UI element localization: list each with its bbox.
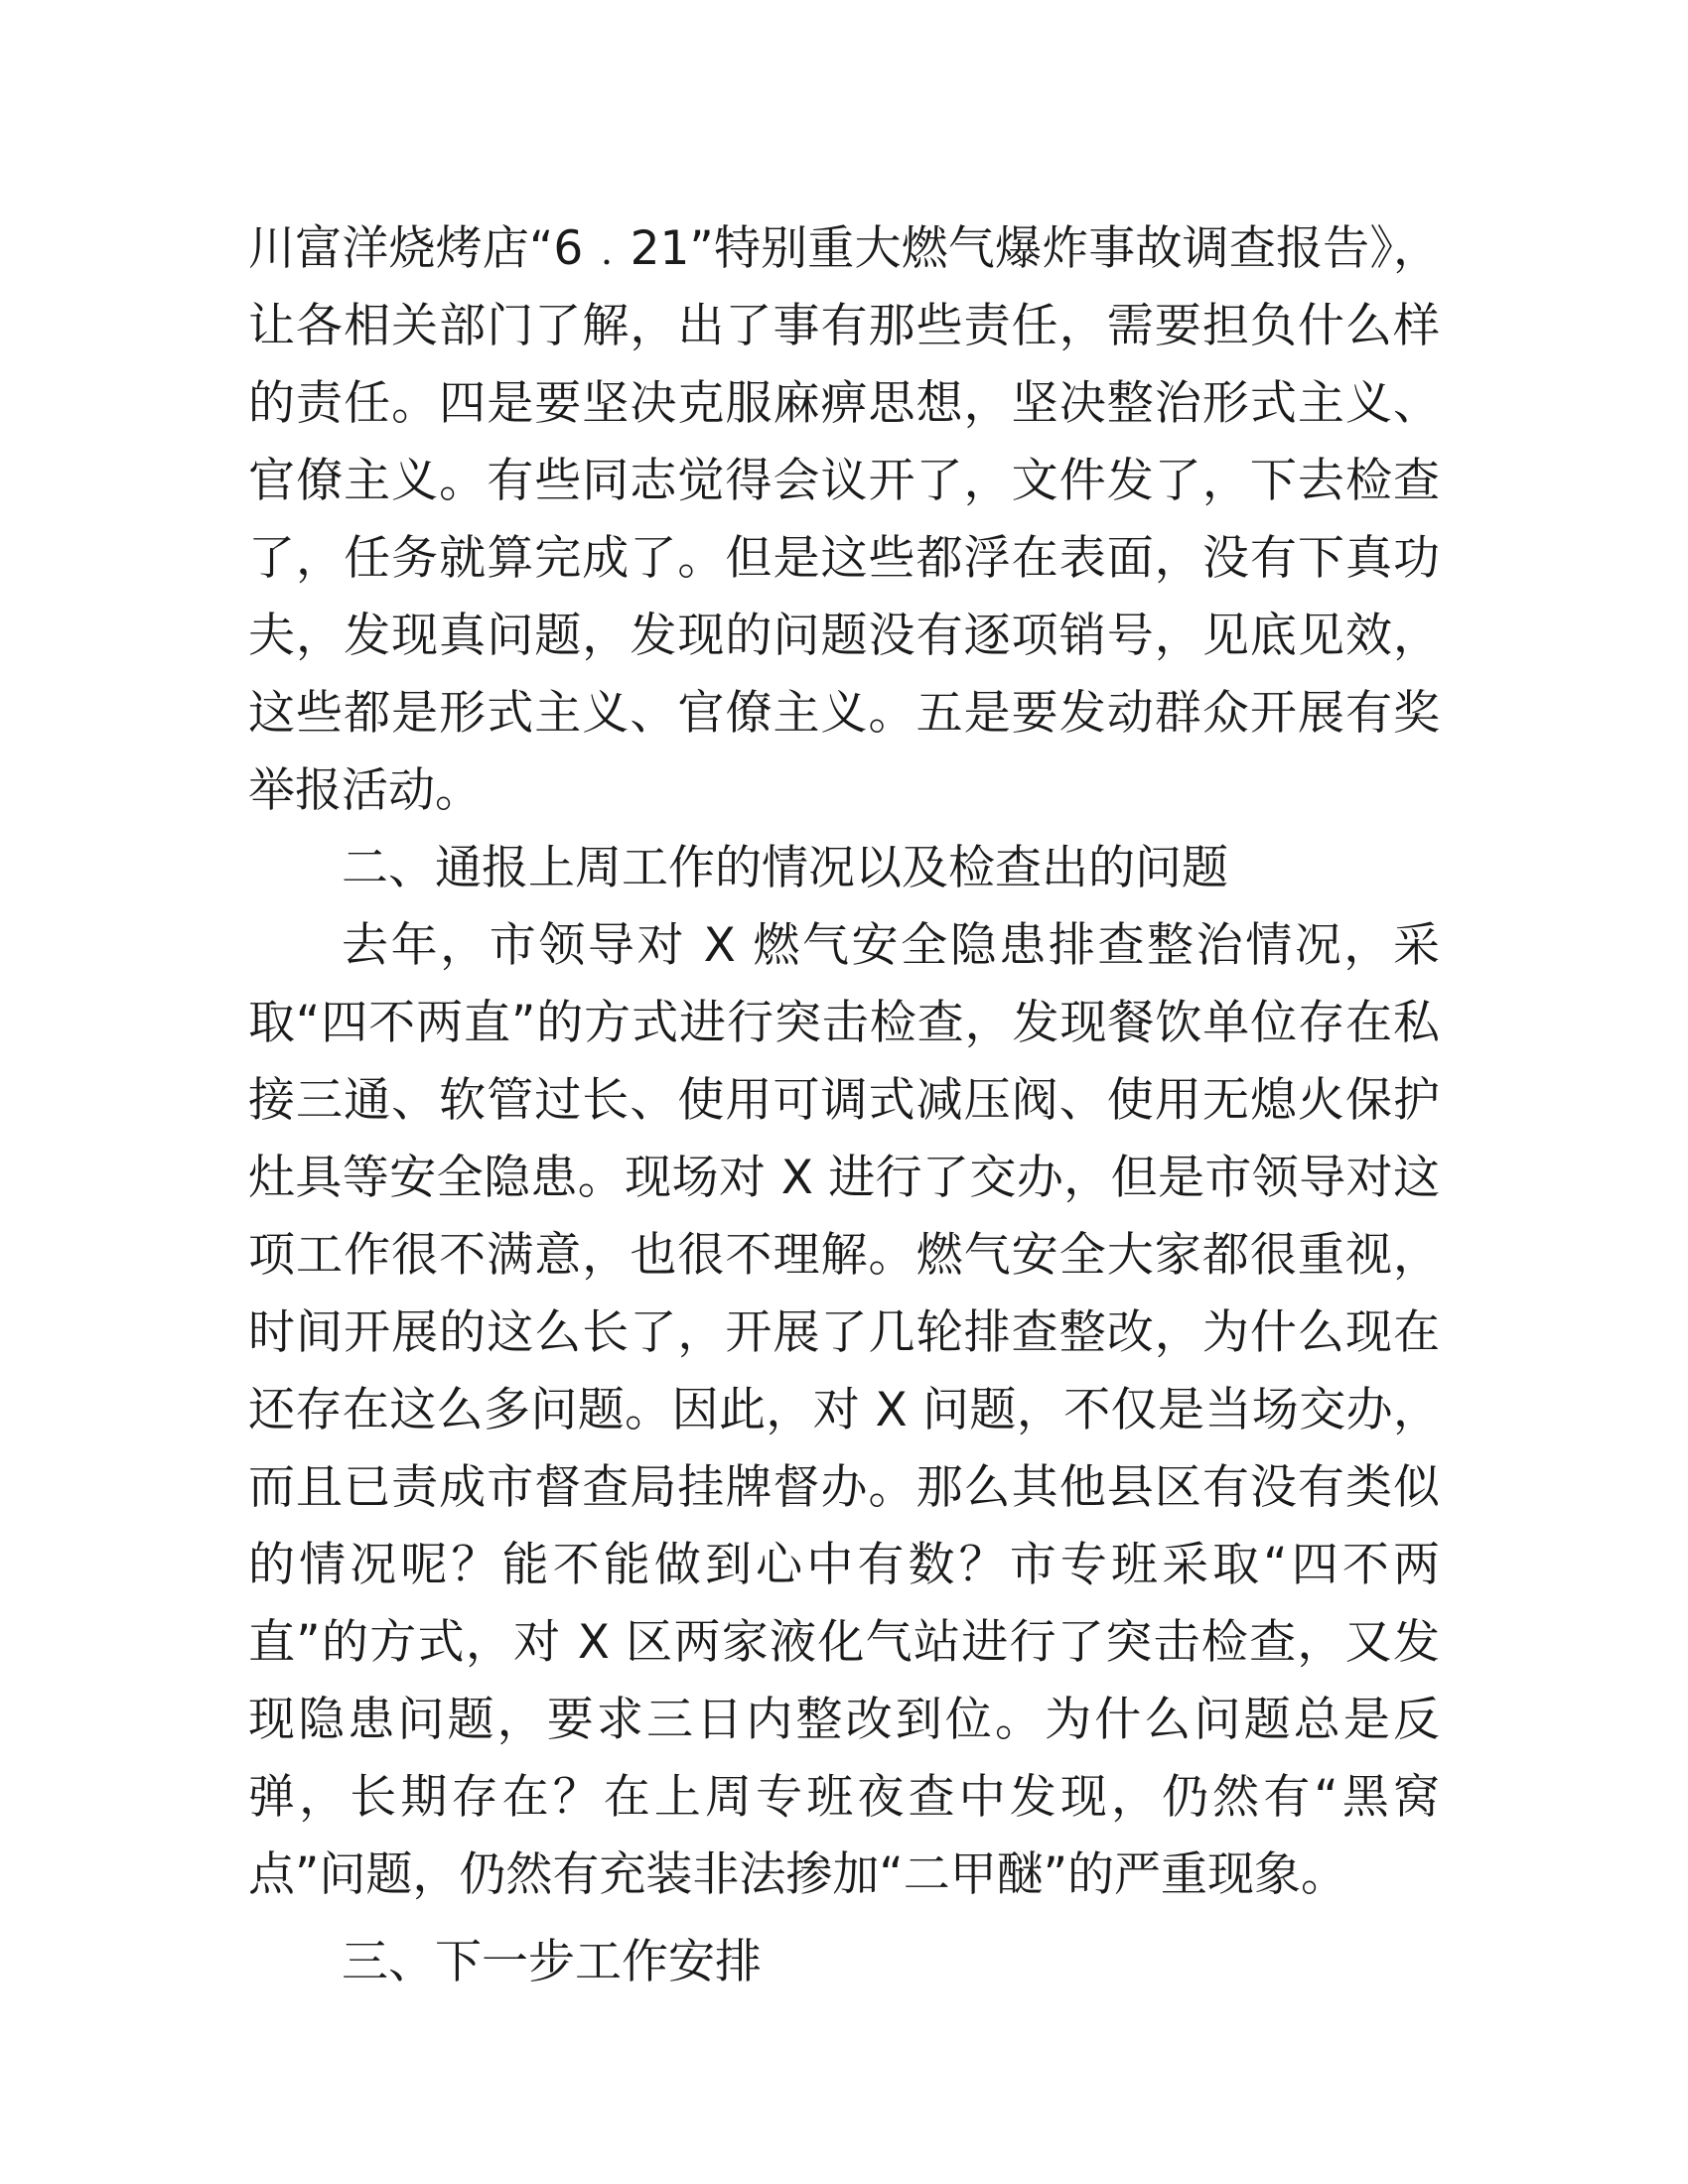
document-body (248, 210, 1440, 2001)
section-heading-2: 二、通报上周工作的情况以及检查出的问题 (342, 841, 1228, 895)
paragraph-section-2: 去年，市领导对 X 燃气安全隐患排查整治情况，采取“四不两直”的方式进行突击检查，发现餐饮单位存在私接三通、软管过长、使用可调式减压阀、使用无熄火保护灶具等安全隐患。现场对 X 进行了交办，但是市领导对这项工作很不满意，也很不理解。燃气安全大家都很重视，时间开展的这么长了，开展了几轮排查整改，为什么现在还存在这么多问题。因此，对 X 问题，不仅是当场交办，而且已责成市督查局挂牌督办。那么其他县区有没有类似的情况呢？能不能做到心中有数？市专班采取“四不两直”的方式，对 X 区两家液化气站进行了突击检查，又发现隐患问题，要求三日内整改到位。为什么问题总是反弹，长期存在？在上周专班夜查中发现，仍然有“黑窝点”问题，仍然有充装非法掺加“二甲醚”的严重现象。 (248, 918, 1440, 1902)
section-heading-3: 三、下一步工作安排 (342, 1935, 762, 1989)
paragraph-continuation: 川富洋烧烤店“6﹒21”特别重大燃气爆炸事故调查报告》，让各相关部门了解，出了事有那些责任，需要担负什么样的责任。四是要坚决克服麻痹思想，坚决整治形式主义、官僚主义。有些同志觉得会议开了，文件发了，下去检查了，任务就算完成了。但是这些都浮在表面，没有下真功夫，发现真问题，发现的问题没有逐项销号，见底见效，这些都是形式主义、官僚主义。五是要发动群众开展有奖举报活动。 (248, 221, 1440, 818)
